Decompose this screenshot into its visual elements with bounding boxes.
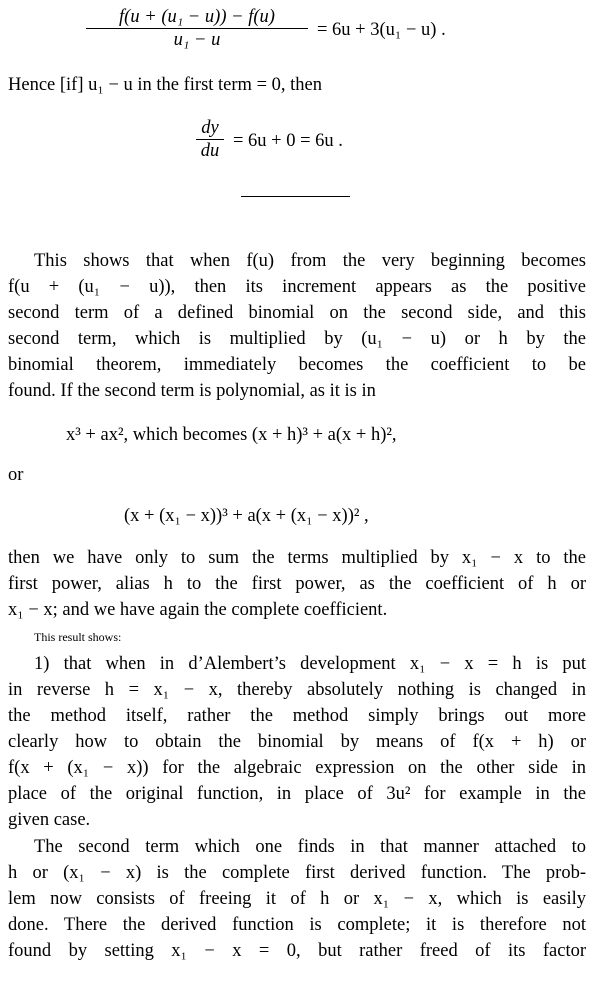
paragraph-3-line: clearly how to obtain the binomial by means of f(x + h) or bbox=[8, 732, 586, 752]
paragraph-2-line: first power, alias h to the first power, as the coefficient of h or bbox=[8, 574, 586, 594]
result-line: This result shows: bbox=[34, 630, 122, 644]
paragraph-4-line: The second term which one finds in that manner attached to bbox=[34, 837, 586, 857]
paragraph-3-line: place of the original function, in place of 3u² for example in the bbox=[8, 784, 586, 804]
paragraph-4-line: done. There the derived function is complete; it is therefore not bbox=[8, 915, 586, 935]
hence-line: Hence [if] u₁ − u in the first term = 0, then bbox=[8, 75, 322, 95]
equation-3: x³ + ax², which becomes (x + h)³ + a(x + h)², bbox=[66, 425, 397, 445]
paragraph-1-line: This shows that when f(u) from the very beginning becomes bbox=[34, 251, 586, 271]
equation-1-numerator: f(u + (u₁ − u)) − f(u) bbox=[119, 7, 275, 27]
paragraph-3-line: the method itself, rather the method simply brings out more bbox=[8, 706, 586, 726]
paragraph-1-line: f(u + (u₁ − u)), then its increment appears as the positive bbox=[8, 277, 586, 297]
paragraph-2-line: then we have only to sum the terms multiplied by x₁ − x to the bbox=[8, 548, 586, 568]
paragraph-3-line: f(x + (x₁ − x)) for the algebraic expression on the other side in bbox=[8, 758, 586, 778]
paragraph-1-line: second term of a defined binomial on the second side, and this bbox=[8, 303, 586, 323]
equation-2-numerator: dy bbox=[201, 118, 219, 138]
paragraph-3-line: in reverse h = x₁ − x, thereby absolutely nothing is changed in bbox=[8, 680, 586, 700]
paragraph-1-line: binomial theorem, immediately becomes the coefficient to be bbox=[8, 355, 586, 375]
paragraph-3-line: given case. bbox=[8, 810, 91, 830]
equation-2-fraction bbox=[196, 117, 224, 162]
or-word: or bbox=[8, 465, 24, 485]
equation-2-denominator: du bbox=[200, 141, 220, 161]
equation-4: (x + (x₁ − x))³ + a(x + (x₁ − x))² , bbox=[124, 506, 369, 526]
paragraph-1-line: found. If the second term is polynomial, as it is in bbox=[8, 381, 376, 401]
equation-1-fraction bbox=[86, 6, 308, 51]
paragraph-4-line: found by setting x₁ − x = 0, but rather freed of its factor bbox=[8, 941, 586, 961]
section-divider bbox=[241, 196, 350, 197]
paragraph-1-line: second term, which is multiplied by (u₁ − u) or h by the bbox=[8, 329, 586, 349]
paragraph-2-line: x₁ − x; and we have again the complete coefficient. bbox=[8, 600, 388, 620]
paragraph-4-line: h or (x₁ − x) is the complete first derived function. The prob- bbox=[8, 863, 586, 883]
equation-2-rhs: = 6u + 0 = 6u . bbox=[233, 131, 343, 151]
equation-1-rhs: = 6u + 3(u₁ − u) . bbox=[317, 20, 446, 40]
paragraph-3-line: 1) that when in d’Alembert’s development x₁ − x = h is put bbox=[34, 654, 586, 674]
equation-1-denominator: u₁ − u bbox=[173, 30, 221, 50]
paragraph-4-line: lem now consists of freeing it of h or x₁ − x, which is easily bbox=[8, 889, 586, 909]
